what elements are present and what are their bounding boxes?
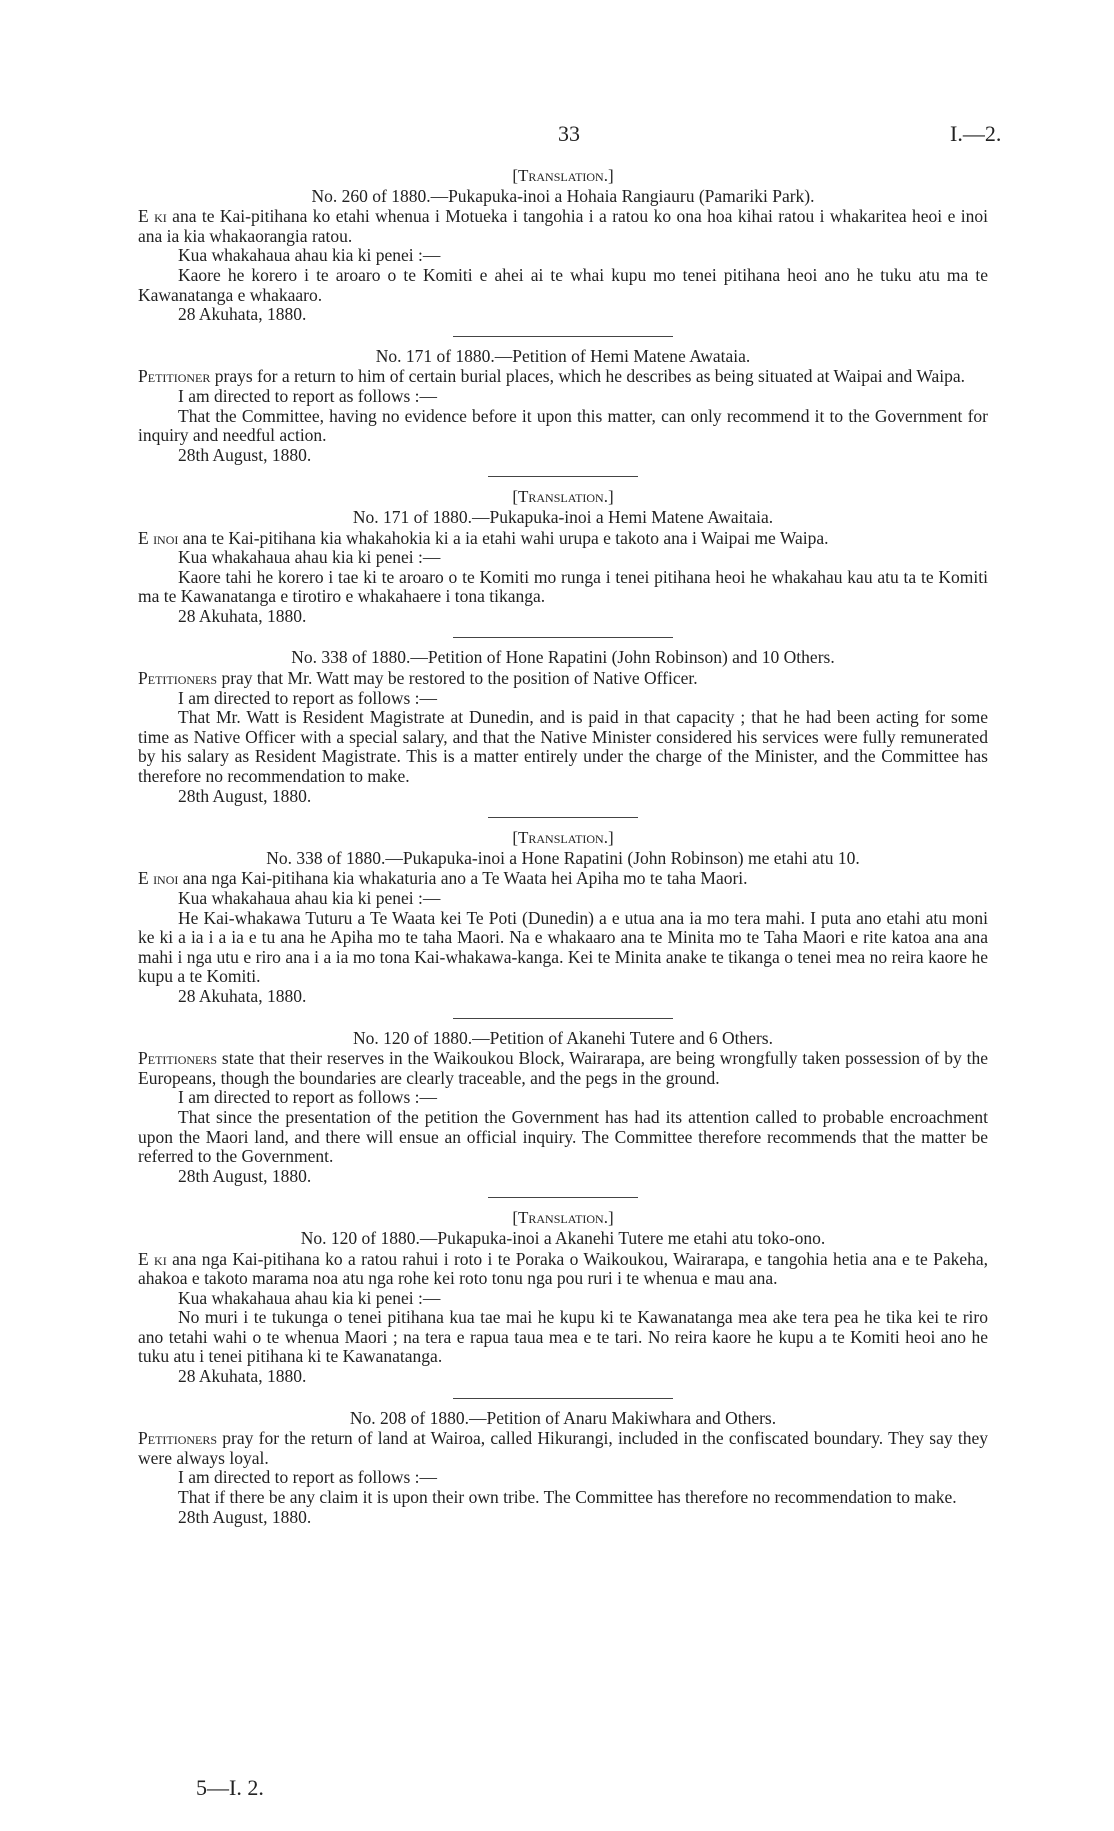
section-divider (488, 476, 638, 477)
paragraph (138, 387, 988, 407)
section-divider (488, 1197, 638, 1198)
paragraph-text: prays for a return to him of certain burial places, which he describes as being situated at Waipai and Waipa. (210, 366, 966, 387)
paragraph-text: Kua whakahaua ahau kia ki penei :— (178, 888, 441, 908)
paragraph (138, 246, 988, 266)
page-number: 33 (558, 121, 580, 146)
paragraph (138, 1488, 988, 1508)
paragraph-text: ana nga Kai-pitihana kia whakaturia ano a Te Waata hei Apiha mo te taha Maori. (178, 868, 748, 889)
paragraph-text: That Mr. Watt is Resident Magistrate at Dunedin, and is paid in that capacity ; that he had been acting for some time as Native Officer with a special salary, and that the Native Minister considered his services were fully remunerated by his salary as Resident Magistrate. This is a matter entirely under the charge of the Minister, and the Committee has therefore no recommendation to make. (138, 707, 988, 787)
translation-label: [Translation.] (512, 166, 614, 185)
section-divider (453, 1398, 673, 1399)
translation-label: [Translation.] (512, 828, 614, 848)
report-date: 28 Akuhata, 1880. (178, 985, 307, 1006)
paragraph (138, 889, 988, 909)
section-divider (453, 1018, 673, 1019)
paragraph-text: That the Committee, having no evidence before it upon this matter, can only recommend it to the Government for inquiry and needful action. (138, 405, 988, 446)
paragraph-lead: Petitioner (138, 366, 211, 387)
page-header (0, 121, 1114, 151)
translation-section (138, 1197, 988, 1386)
paragraph (138, 529, 988, 549)
paragraph-text: Kaore tahi he korero i tae ki te aroaro o te Komiti mo runga i tenei pitihana heoi he whakahau kau atu ta te Komiti ma te Kawanatanga e tirotiro e whakahaere i tona tikanga. (138, 566, 988, 607)
paragraph-text: Kaore he korero i te aroaro o te Komiti e ahei ai te whai kupu mo tenei pitihana heoi ano he tuku atu ma te Kawanatanga e whakaaro. (138, 264, 988, 305)
paragraph-text: pray for the return of land at Wairoa, called Hikurangi, included in the confiscated boundary. They say they were always loyal. (138, 1428, 988, 1468)
petition-heading: No. 171 of 1880.—Pukapuka-inoi a Hemi Matene Awaitaia. (352, 506, 774, 527)
report-date: 28 Akuhata, 1880. (178, 304, 307, 325)
petition-heading: No. 338 of 1880.—Petition of Hone Rapatini (John Robinson) and 10 Others. (291, 647, 835, 668)
paragraph (138, 1429, 988, 1468)
report-date: 28th August, 1880. (178, 444, 312, 465)
paragraph-text: He Kai-whakawa Tuturu a Te Waata kei Te Poti (Dunedin) a e utua ana ia mo tera mahi. I puta ano etahi atu moni ke ki a ia i a ia e tu ana he Apiha mo te taha Maori. Na e whakaaro ana te Minita mo te Taha Maori e rite katoa ana ana mahi i nga utu e riro ana i a ia mo tona Kai-whakawa-kanga. Kei te Minita anake te tikanga o tenei mea no reira kaore he kupu a te Komiti. (138, 907, 988, 987)
document-body (138, 166, 988, 1538)
paragraph-text: Kua whakahaua ahau kia ki penei :— (178, 547, 441, 568)
paragraph (138, 1108, 988, 1167)
paragraph (138, 669, 988, 689)
paragraph (138, 1250, 988, 1289)
paragraph (138, 407, 988, 446)
paragraph-lead: E inoi (138, 868, 179, 889)
paragraph-lead: Petitioners (138, 1428, 218, 1449)
translation-label: [Translation.] (512, 487, 614, 507)
paragraph-text: That if there be any claim it is upon their own tribe. The Committee has therefore no recommendation to make. (178, 1487, 957, 1508)
report-date: 28 Akuhata, 1880. (178, 1366, 307, 1387)
paragraph-text: ana te Kai-pitihana kia whakahokia ki a ia etahi wahi urupa e takoto ana i Waipai me Waipa. (178, 527, 829, 548)
report-date: 28th August, 1880. (178, 785, 312, 806)
paragraph (138, 548, 988, 568)
paragraph (138, 869, 988, 889)
paragraph-text: I am directed to report as follows :— (178, 385, 438, 406)
petition-section (138, 336, 988, 466)
paragraph-text: Kua whakahaua ahau kia ki penei :— (178, 245, 441, 266)
petition-heading: No. 120 of 1880.—Petition of Akanehi Tutere and 6 Others. (353, 1027, 773, 1048)
paragraph (138, 207, 988, 246)
petition-heading: No. 171 of 1880.—Petition of Hemi Matene Awataia. (375, 345, 751, 366)
petition-section (138, 637, 988, 806)
translation-section (138, 817, 988, 1006)
section-divider (488, 817, 638, 818)
paragraph-text: pray that Mr. Watt may be restored to the position of Native Officer. (217, 668, 698, 689)
paragraph (138, 909, 988, 987)
translation-label: [Translation.] (512, 1208, 614, 1228)
paragraph (138, 1088, 988, 1108)
paragraph-lead: E ki (138, 206, 167, 227)
paragraph-text: That since the presentation of the petition the Government has had its attention called to probable encroachment upon the Maori land, and there will ensue an official inquiry. The Committee therefore recommends that the matter be referred to the Government. (138, 1106, 988, 1167)
report-date: 28th August, 1880. (178, 1506, 312, 1527)
paragraph (138, 708, 988, 786)
petition-heading: No. 120 of 1880.—Pukapuka-inoi a Akanehi Tutere me etahi atu toko-ono. (300, 1227, 826, 1248)
section-divider (453, 336, 673, 337)
petition-section (138, 1018, 988, 1187)
paragraph (138, 266, 988, 305)
paragraph-text: I am directed to report as follows :— (178, 1467, 438, 1488)
translation-section (138, 166, 988, 325)
paragraph (138, 1308, 988, 1367)
paragraph (138, 1468, 988, 1488)
page-reference: I.—2. (950, 121, 1002, 146)
paragraph-lead: Petitioners (138, 668, 218, 689)
paragraph (138, 568, 988, 607)
petition-heading: No. 208 of 1880.—Petition of Anaru Makiwhara and Others. (349, 1407, 777, 1428)
report-date: 28th August, 1880. (178, 1165, 312, 1186)
section-divider (453, 637, 673, 638)
translation-section (138, 476, 988, 626)
paragraph (138, 367, 988, 387)
paragraph-text: ana nga Kai-pitihana ko a ratou rahui i roto i te Poraka o Waikoukou, Wairarapa, e tangohia hetia ana e te Pakeha, ahakoa e takoto marama noa atu nga rohe kei roto tonu nga pou ruri i te whenua e mau ana. (138, 1248, 989, 1289)
paragraph (138, 1289, 988, 1309)
paragraph-text: No muri i te tukunga o tenei pitihana kua tae mai he kupu ki te Kawanatanga mea ake tera pea he tika kei te riro ano tetahi wahi o te whenua Maori ; na tera e rapua taua mea e te tari. No reira kaore he kupu a te Komiti heoi ano he tuku atu i tenei pitihana ki te Kawanatanga. (138, 1307, 988, 1367)
petition-section (138, 1398, 988, 1528)
paragraph-text: state that their reserves in the Waikoukou Block, Wairarapa, are being wrongfully taken possession of by the Europeans, though the boundaries are clearly traceable, and the pegs in the ground. (138, 1048, 988, 1088)
paragraph-text: I am directed to report as follows :— (178, 1087, 438, 1108)
petition-heading: No. 338 of 1880.—Pukapuka-inoi a Hone Rapatini (John Robinson) me etahi atu 10. (266, 847, 860, 868)
sheet-signature: 5—I. 2. (196, 1775, 264, 1800)
paragraph-lead: E ki (138, 1248, 167, 1269)
paragraph (138, 1049, 988, 1088)
paragraph (138, 689, 988, 709)
paragraph-text: I am directed to report as follows :— (178, 687, 438, 708)
paragraph-lead: Petitioners (138, 1048, 218, 1069)
report-date: 28 Akuhata, 1880. (178, 605, 307, 626)
paragraph-lead: E inoi (138, 527, 179, 548)
paragraph-text: Kua whakahaua ahau kia ki penei :— (178, 1287, 441, 1308)
paragraph-text: ana te Kai-pitihana ko etahi whenua i Motueka i tangohia i a ratou ko ona hoa kihai ratou i whakaritea heoi e inoi ana ia kia whakaorangia ratou. (138, 206, 988, 246)
petition-heading: No. 260 of 1880.—Pukapuka-inoi a Hohaia Rangiauru (Pamariki Park). (311, 185, 815, 206)
